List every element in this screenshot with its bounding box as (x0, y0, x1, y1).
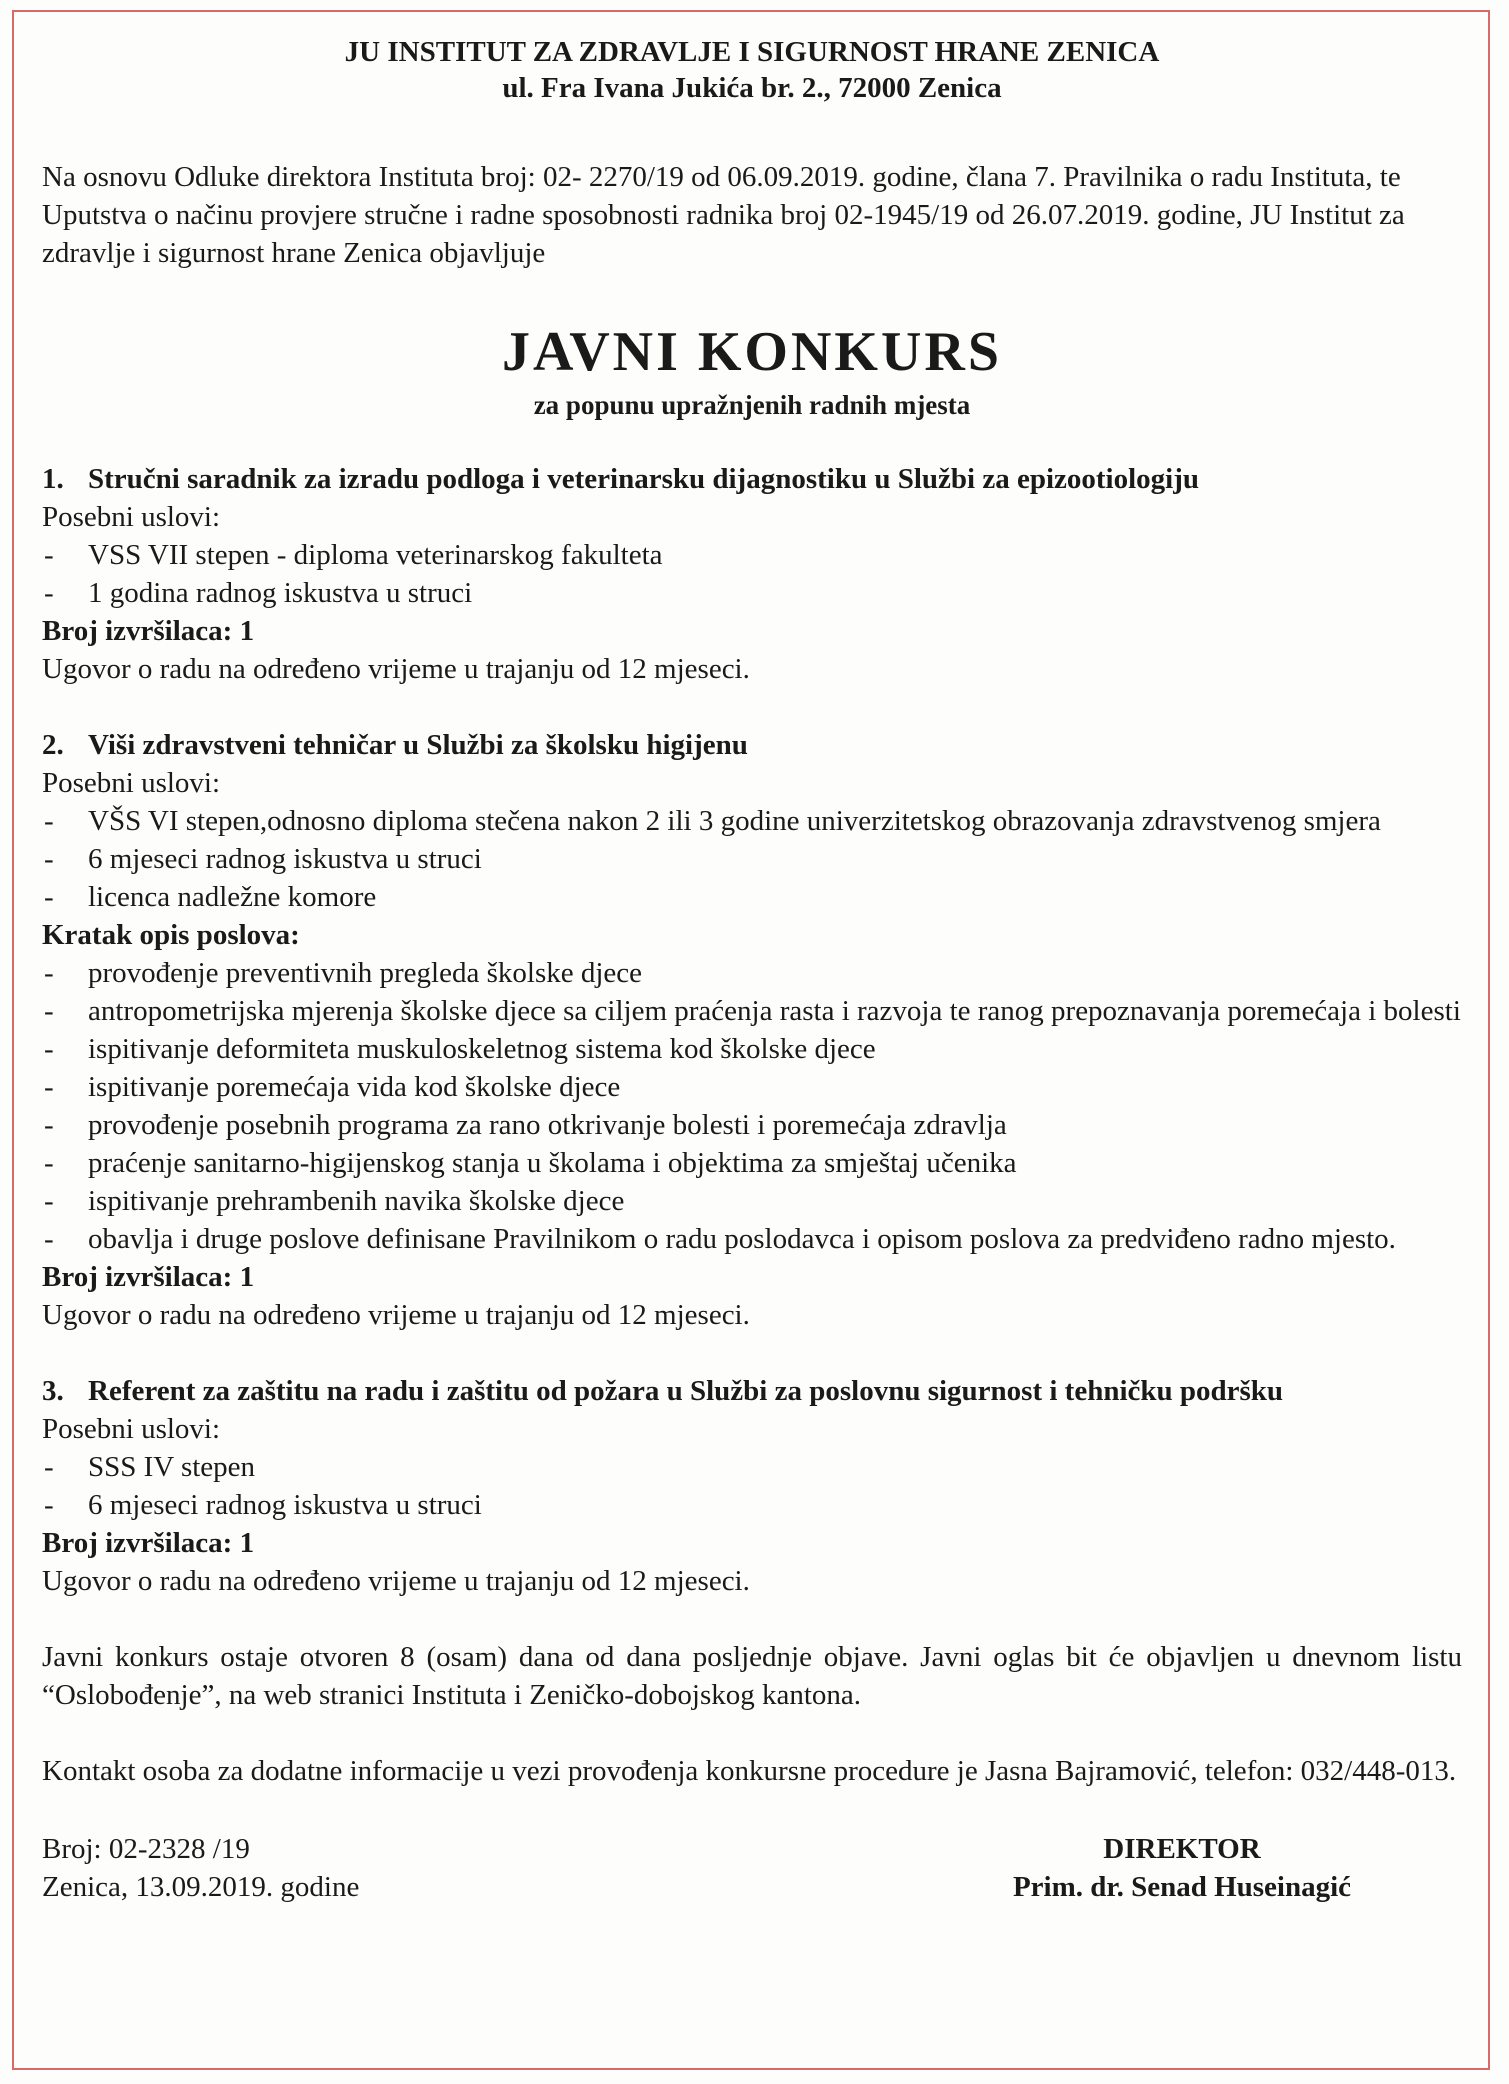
contract-terms: Ugovor o radu na određeno vrijeme u trajanju od 12 mjeseci. (42, 1565, 750, 1597)
list-item: - praćenje sanitarno-higijenskog stanja u školama i objektima za smještaj učenika (42, 1144, 1462, 1182)
position-title-text: Viši zdravstveni tehničar u Službi za školsku higijenu (88, 729, 748, 761)
list-item: - VSS VII stepen - diploma veterinarskog fakulteta (42, 536, 1462, 574)
conditions-label: Posebni uslovi: (42, 1413, 221, 1445)
intro-paragraph: Na osnovu Odluke direktora Instituta broj: 02- 2270/19 od 06.09.2019. godine, člana 7. Pravilnika o radu Instituta, te Uputstva o načinu provjere stručne i radne sposobnosti radnika broj 02-1945/19 od 26.07.2019. godine, JU Institut za zdravlje i sigurnost hrane Zenica objavljuje (42, 161, 1405, 269)
list-item: - licenca nadležne komore (42, 878, 1462, 916)
document-title: JAVNI KONKURS (501, 321, 1003, 383)
duties-list (42, 954, 1462, 1258)
reference-block (42, 1830, 742, 1906)
duties-label: Kratak opis poslova: (42, 919, 300, 951)
list-item: - provođenje posebnih programa za rano otkrivanje bolesti i poremećaja zdravlja (42, 1106, 1462, 1144)
signature-block (42, 1830, 1462, 1906)
list-item: - 6 mjeseci radnog iskustva u struci (42, 1486, 1462, 1524)
document-subtitle: za popunu upražnjenih radnih mjesta (533, 390, 971, 420)
institution-address: ul. Fra Ivana Jukića br. 2., 72000 Zenica (502, 72, 1002, 104)
position-3 (42, 1372, 1462, 1600)
position-title (42, 1372, 1462, 1410)
conditions-list (42, 536, 1462, 612)
signatory-role: DIREKTOR (1103, 1833, 1261, 1865)
contract-terms: Ugovor o radu na određeno vrijeme u trajanju od 12 mjeseci. (42, 1299, 750, 1331)
position-number: 2. (42, 729, 64, 761)
reference-number: Broj: 02-2328 /19 (42, 1833, 250, 1865)
list-item: - provođenje preventivnih pregleda školske djece (42, 954, 1462, 992)
position-1 (42, 460, 1462, 688)
executors-count: Broj izvršilaca: 1 (42, 1527, 255, 1559)
institution-name: JU INSTITUT ZA ZDRAVLJE I SIGURNOST HRANE ZENICA (344, 36, 1160, 68)
conditions-label: Posebni uslovi: (42, 767, 221, 799)
position-title-text: Referent za zaštitu na radu i zaštitu od požara u Službi za poslovnu sigurnost i tehničku podršku (88, 1375, 1284, 1407)
position-number: 3. (42, 1375, 64, 1407)
document-content (42, 34, 1462, 1906)
position-number: 1. (42, 463, 64, 495)
list-item: - 1 godina radnog iskustva u struci (42, 574, 1462, 612)
contract-terms: Ugovor o radu na određeno vrijeme u trajanju od 12 mjeseci. (42, 653, 750, 685)
list-item: - ispitivanje deformiteta muskuloskeletnog sistema kod školske djece (42, 1030, 1462, 1068)
contact-paragraph: Kontakt osoba za dodatne informacije u vezi provođenja konkursne procedure je Jasna Bajramović, telefon: 032/448-013. (42, 1755, 1457, 1787)
position-title (42, 726, 1462, 764)
list-item: - obavlja i druge poslove definisane Pravilnikom o radu poslodavca i opisom poslova za predviđeno radno mjesto. (42, 1220, 1462, 1258)
position-title-text: Stručni saradnik za izradu podloga i veterinarsku dijagnostiku u Službi za epizootiologiju (88, 463, 1200, 495)
signatory-name: Prim. dr. Senad Huseinagić (1012, 1871, 1352, 1903)
list-item: - antropometrijska mjerenja školske djece sa ciljem praćenja rasta i razvoja te ranog prepoznavanja poremećaja i bolesti (42, 992, 1462, 1030)
list-item: - VŠS VI stepen,odnosno diploma stečena nakon 2 ili 3 godine univerzitetskog obrazovanja zdravstvenog smjera (42, 802, 1462, 840)
list-item: - 6 mjeseci radnog iskustva u struci (42, 840, 1462, 878)
executors-count: Broj izvršilaca: 1 (42, 1261, 255, 1293)
conditions-label: Posebni uslovi: (42, 501, 221, 533)
list-item: - SSS IV stepen (42, 1448, 1462, 1486)
conditions-list (42, 802, 1462, 916)
signatory-block (902, 1830, 1462, 1906)
place-date: Zenica, 13.09.2019. godine (42, 1871, 360, 1903)
executors-count: Broj izvršilaca: 1 (42, 615, 255, 647)
position-title (42, 460, 1462, 498)
closing-paragraph: Javni konkurs ostaje otvoren 8 (osam) dana od dana posljednje objave. Javni oglas bit će objavljen u dnevnom listu “Oslobođenje”, na web stranici Instituta i Zeničko-dobojskog kantona. (42, 1641, 1462, 1711)
position-2 (42, 726, 1462, 1334)
conditions-list (42, 1448, 1462, 1524)
list-item: - ispitivanje prehrambenih navika školske djece (42, 1182, 1462, 1220)
list-item: - ispitivanje poremećaja vida kod školske djece (42, 1068, 1462, 1106)
